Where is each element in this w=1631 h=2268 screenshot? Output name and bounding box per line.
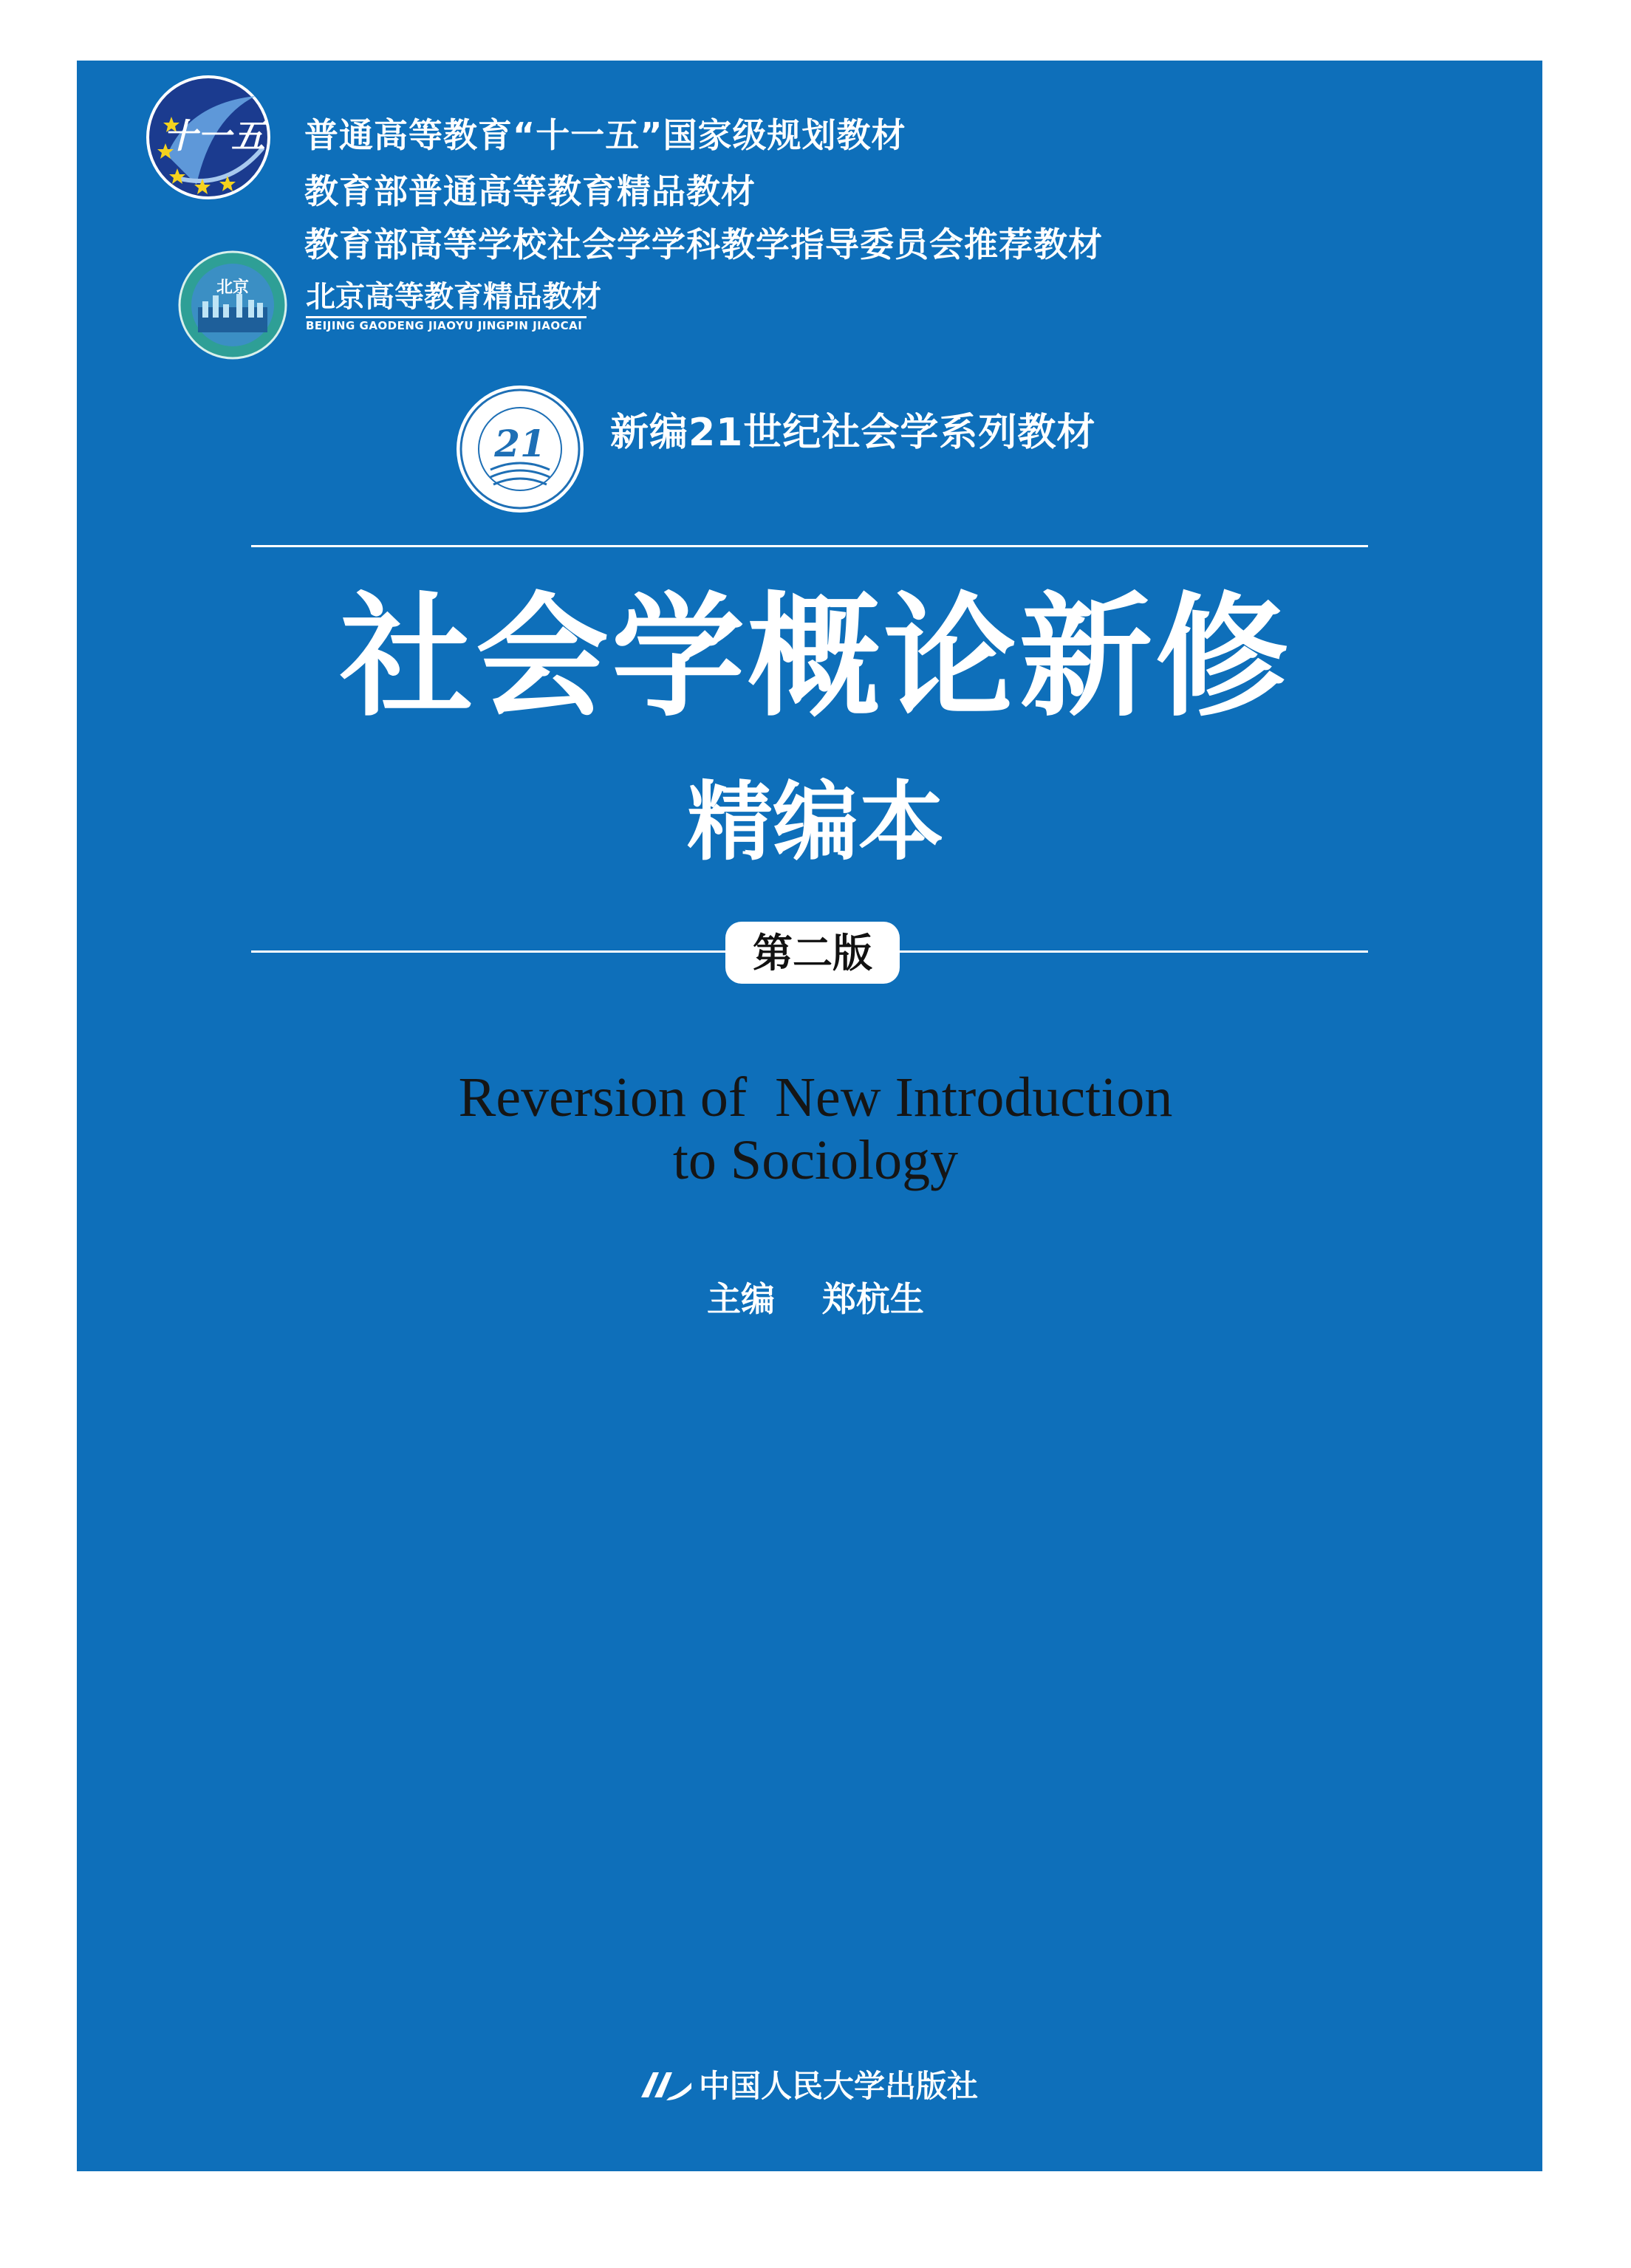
top-divider-line [251,545,1368,547]
edition-badge: 第二版 [725,922,900,984]
beijing-quality-textbook-logo-icon [177,250,288,360]
publisher-name: 中国人民大学出版社 [699,2068,979,2104]
beijing-logo-pinyin: BEIJING GAODENG JIAOYU JINGPIN JIAOCAI [306,319,583,332]
ruc-press-logo-icon [637,2068,694,2105]
endorsement-moe-quality: 教育部普通高等教育精品教材 [304,171,756,211]
english-title [0,1066,1631,1192]
beijing-logo-divider [306,316,587,318]
endorsement-national-plan: 普通高等教育“十一五”国家级规划教材 [304,115,906,155]
five-year-plan-logo-icon [145,74,272,201]
series-logo-number: 21 [494,422,546,465]
beijing-logo-badge-text: 北京 [216,278,250,297]
series-21st-century-logo-icon [454,383,587,515]
english-title-line-1: Reversion of New Introduction [458,1066,1173,1128]
editor-credit: 主编 郑杭生 [706,1279,925,1319]
endorsement-sociology-committee: 教育部高等学校社会学学科教学指导委员会推荐教材 [304,225,1103,264]
five-year-plan-logo-text: 十一五 [163,116,265,156]
book-title: 社会学概论新修 [339,579,1291,735]
book-subtitle: 精编本 [687,772,944,872]
english-title-line-2: to Sociology [672,1129,959,1192]
beijing-logo-title: 北京高等教育精品教材 [306,280,601,314]
series-name: 新编21世纪社会学系列教材 [610,411,1096,455]
